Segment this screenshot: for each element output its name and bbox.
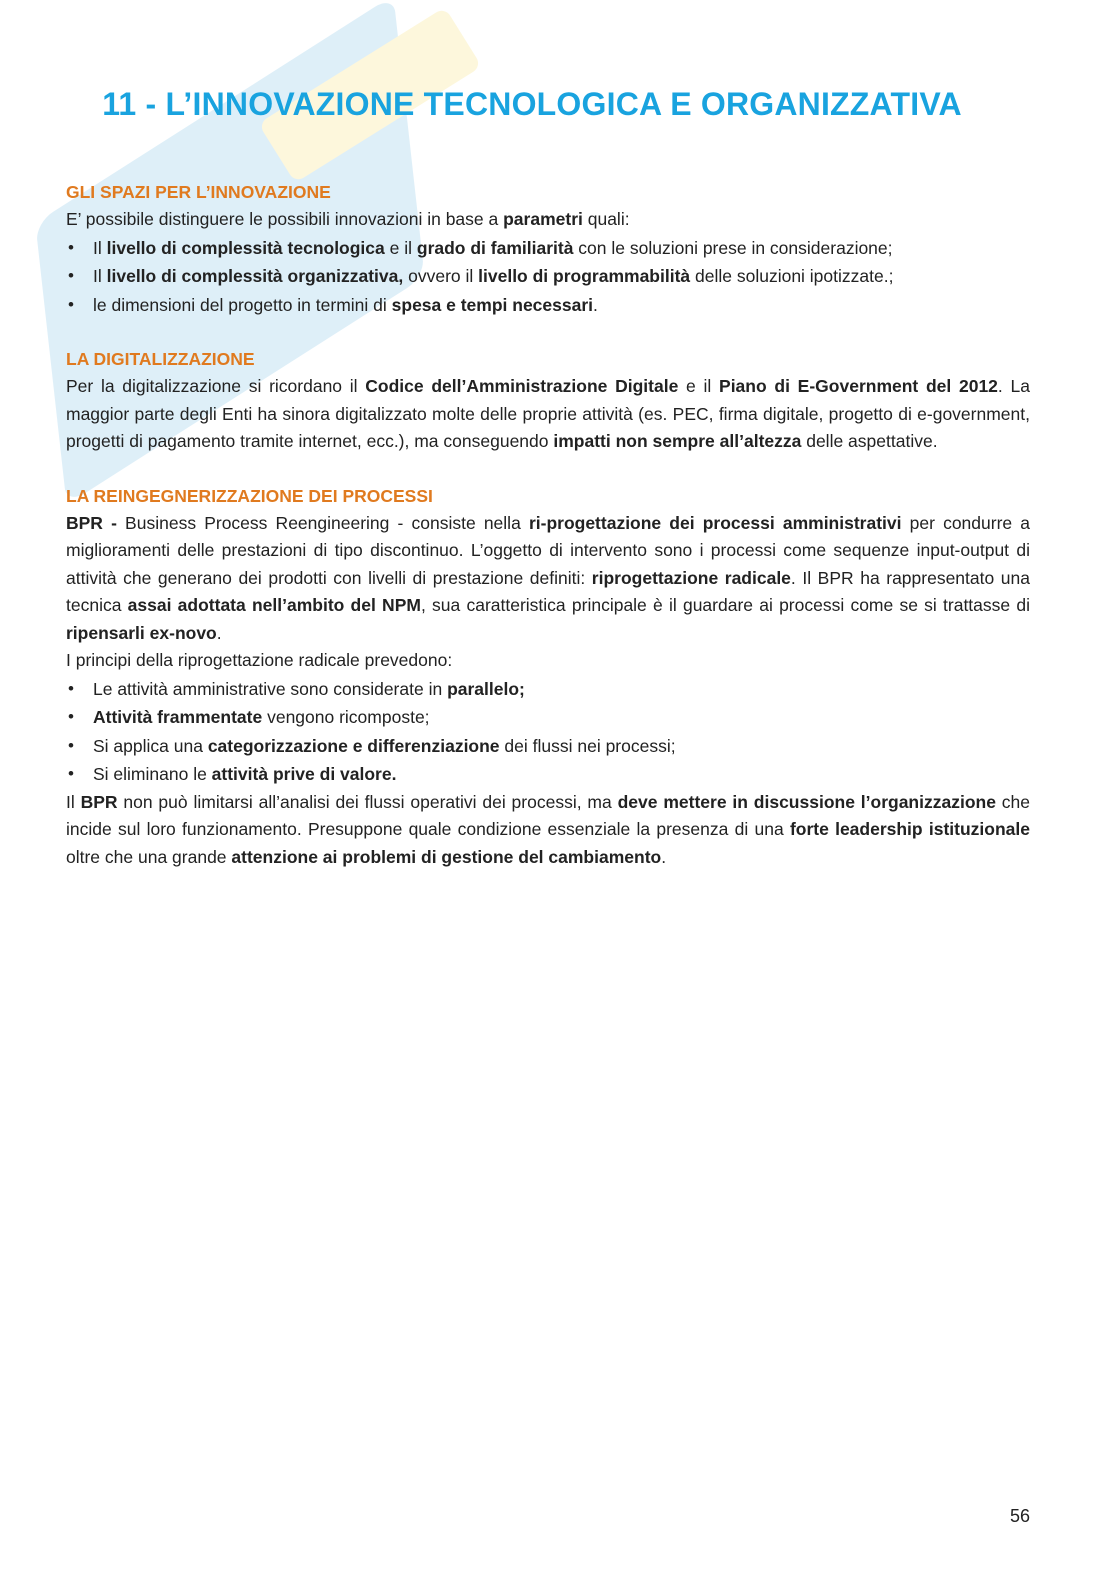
section-reengineering: [66, 483, 1030, 872]
emphasis: livello di complessità tecnologica: [106, 237, 385, 258]
emphasis: Codice dell’Amministrazione Digitale: [365, 376, 679, 396]
emphasis: categorizzazione e differenziazione: [207, 735, 500, 756]
emphasis: BPR: [80, 791, 118, 812]
emphasis: forte leadership istituzionale: [789, 819, 1030, 839]
list-item: • Il livello di complessità tecnologica e il grado di familiarità con le soluzioni prese in considerazione;: [66, 234, 1030, 263]
section-digitalization: [66, 346, 1030, 456]
emphasis: Piano di E-Government del 2012: [719, 376, 998, 396]
paragraph: Il BPR non può limitarsi all’analisi dei flussi operativi dei processi, ma deve mettere in discussione l’organizzazione che incide sul loro funzionamento. Presuppone quale condizione essenziale la presenza di una forte leadership istituzionale oltre che una grande attenzione ai problemi di gestione del cambiamento.: [66, 791, 1030, 867]
section-innovation-spaces: [66, 179, 1030, 319]
list-item: • Attività frammentate vengono ricomposte;: [66, 703, 1030, 732]
paragraph: BPR - Business Process Reengineering - consiste nella ri-progettazione dei processi amministrativi per condurre a miglioramenti delle prestazioni di tipo discontinuo. L’oggetto di intervento sono i processi come sequenze input-output di attività che generano dei prodotti con livelli di prestazione definiti: riprogettazione radicale. Il BPR ha rappresentato una tecnica assai adottata nell’ambito del NPM, sua caratteristica principale è il guardare ai processi come se si trattasse di ripensarli ex-novo.: [66, 512, 1031, 643]
bullet-list: [66, 234, 1030, 320]
emphasis: attenzione ai problemi di gestione del cambiamento: [231, 846, 662, 867]
section-heading: GLI SPAZI PER L’INNOVAZIONE: [66, 182, 331, 202]
list-item: • Si eliminano le attività prive di valore.: [66, 760, 1030, 789]
list-item: • Si applica una categorizzazione e differenziazione dei flussi nei processi;: [66, 732, 1030, 761]
emphasis: deve mettere in discussione l’organizzazione: [617, 791, 996, 812]
emphasis: livello di complessità organizzativa,: [106, 266, 404, 286]
emphasis: attività prive di valore.: [211, 764, 397, 784]
section-intro: E’ possibile distinguere le possibili innovazioni in base a parametri quali:: [66, 209, 630, 229]
emphasis: Attività frammentate: [93, 707, 263, 727]
document-page: [66, 0, 1030, 871]
section-heading: LA DIGITALIZZAZIONE: [66, 349, 255, 369]
principles-intro: I principi della riprogettazione radicale prevedono:: [66, 650, 453, 670]
paragraph: Per la digitalizzazione si ricordano il Codice dell’Amministrazione Digitale e il Piano di E-Government del 2012. La maggior parte degli Enti ha sinora digitalizzato molte delle proprie attività (es. PEC, firma digitale, progetto di e-government, progetti di pagamento tramite internet, ecc.), ma conseguendo impatti non sempre all’altezza delle aspettative.: [66, 376, 1030, 451]
list-item: • Il livello di complessità organizzativa, ovvero il livello di programmabilità delle soluzioni ipotizzate.;: [66, 262, 1030, 291]
emphasis: BPR -: [66, 512, 117, 533]
list-item: • Le attività amministrative sono considerate in parallelo;: [66, 675, 1030, 704]
emphasis: livello di programmabilità: [478, 266, 691, 286]
emphasis: parametri: [503, 209, 583, 229]
emphasis: grado di familiarità: [416, 237, 574, 258]
emphasis: ripensarli ex-novo: [66, 622, 217, 643]
section-heading: LA REINGEGNERIZZAZIONE DEI PROCESSI: [66, 485, 433, 506]
emphasis: assai adottata nell’ambito del NPM: [127, 595, 421, 615]
page-title: 11 - L’INNOVAZIONE TECNOLOGICA E ORGANIZZATIVA: [102, 86, 962, 122]
emphasis: spesa e tempi necessari: [391, 294, 594, 315]
page-number: 56: [1009, 1506, 1030, 1526]
emphasis: impatti non sempre all’altezza: [553, 431, 802, 451]
bullet-list: [66, 675, 1030, 789]
emphasis: ri-progettazione dei processi amministrativi: [528, 512, 902, 533]
list-item: • le dimensioni del progetto in termini di spesa e tempi necessari.: [66, 291, 1030, 320]
emphasis: riprogettazione radicale: [591, 567, 791, 588]
emphasis: parallelo;: [447, 678, 525, 699]
